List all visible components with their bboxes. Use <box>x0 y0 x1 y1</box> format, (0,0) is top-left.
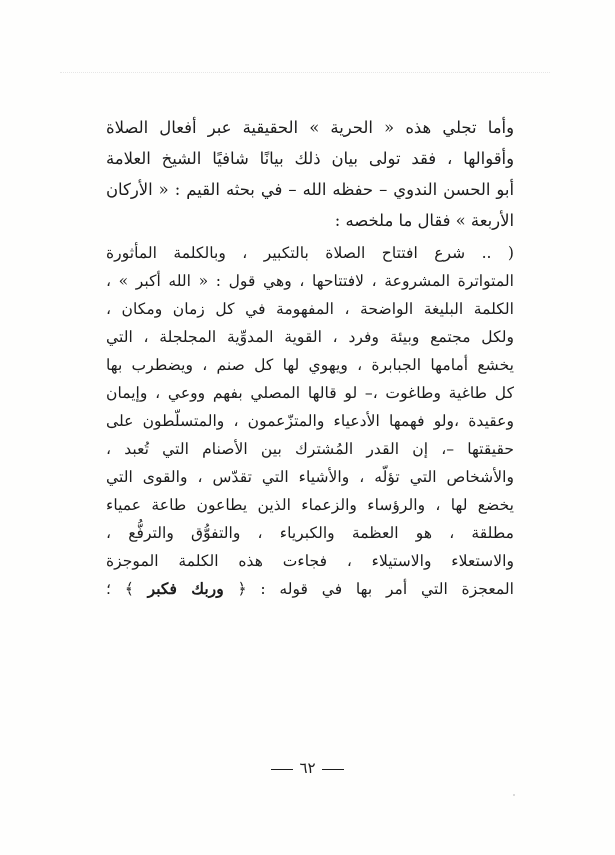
quote-last-line-close: ﴾ ؛ <box>106 580 148 598</box>
intro-line: وأما تجلي هذه « الحرية » الحقيقية عبر أفعال الصلاة <box>106 118 514 137</box>
page-number-footer <box>0 759 615 777</box>
quranic-verse: وربك فكبر <box>147 579 224 598</box>
quote-line: المتواترة المشروعة ، لافتتاحها ، وهي قول : « الله أكبر » ، <box>106 272 514 290</box>
quote-line: وعقيدة ،ولو فهمها الأدعياء والمتزّعمون ، والمتسلّطون على <box>106 412 514 430</box>
intro-line: الأربعة » فقال ما ملخصه : <box>334 211 514 230</box>
quote-line: والاستعلاء والاستيلاء ، فجاءت هذه الكلمة الموجزة <box>106 552 514 570</box>
quote-line: ( .. شرع افتتاح الصلاة بالتكبير ، وبالكلمة المأثورة <box>106 244 514 262</box>
quote-line: حقيقتها –، إن القدر المُشترك بين الأصنام التي تُعبد ، <box>106 440 514 458</box>
scan-speck <box>513 794 515 796</box>
quote-line: يخشع أمامها الجبابرة ، ويهوي لها كل صنم ، ويضطرب بها <box>106 356 514 374</box>
quote-line: يخضع لها ، والرؤساء والزعماء الذين يطاعون طاعة عمياء <box>106 496 514 514</box>
quote-last-line <box>106 575 514 603</box>
page-body-text <box>106 112 514 603</box>
intro-line: أبو الحسن الندوي – حفظه الله – في بحثه القيم : « الأركان <box>106 180 514 199</box>
footer-dash <box>322 769 344 770</box>
footer-dash <box>271 769 293 770</box>
scan-artifact-line <box>60 72 550 74</box>
quote-last-line-text: المعجزة التي أمر بها في قوله : ﴿ <box>223 580 514 598</box>
intro-paragraph <box>106 112 514 236</box>
quoted-paragraph <box>106 239 514 603</box>
page-number: ٦٢ <box>299 759 316 777</box>
quote-line: الكلمة البليغة الواضحة ، المفهومة في كل زمان ومكان ، <box>106 300 514 318</box>
quote-line: والأشخاص التي تؤلّه ، والأشياء التي تقدّس ، والقوى التي <box>106 468 514 486</box>
quote-line: مطلقة ، هو العظمة والكبرياء ، والتفوُّق والترفُّع ، <box>106 524 514 542</box>
quote-line: كل طاغية وطاغوت ،– لو قالها المصلي بفهم ووعي ، وإيمان <box>106 384 514 402</box>
quote-line: ولكل مجتمع وبيئة وفرد ، القوية المدوِّية المجلجلة ، التي <box>106 328 514 346</box>
intro-line: وأقوالها ، فقد تولى بيان ذلك بيانًا شافيًا الشيخ العلامة <box>106 149 514 168</box>
